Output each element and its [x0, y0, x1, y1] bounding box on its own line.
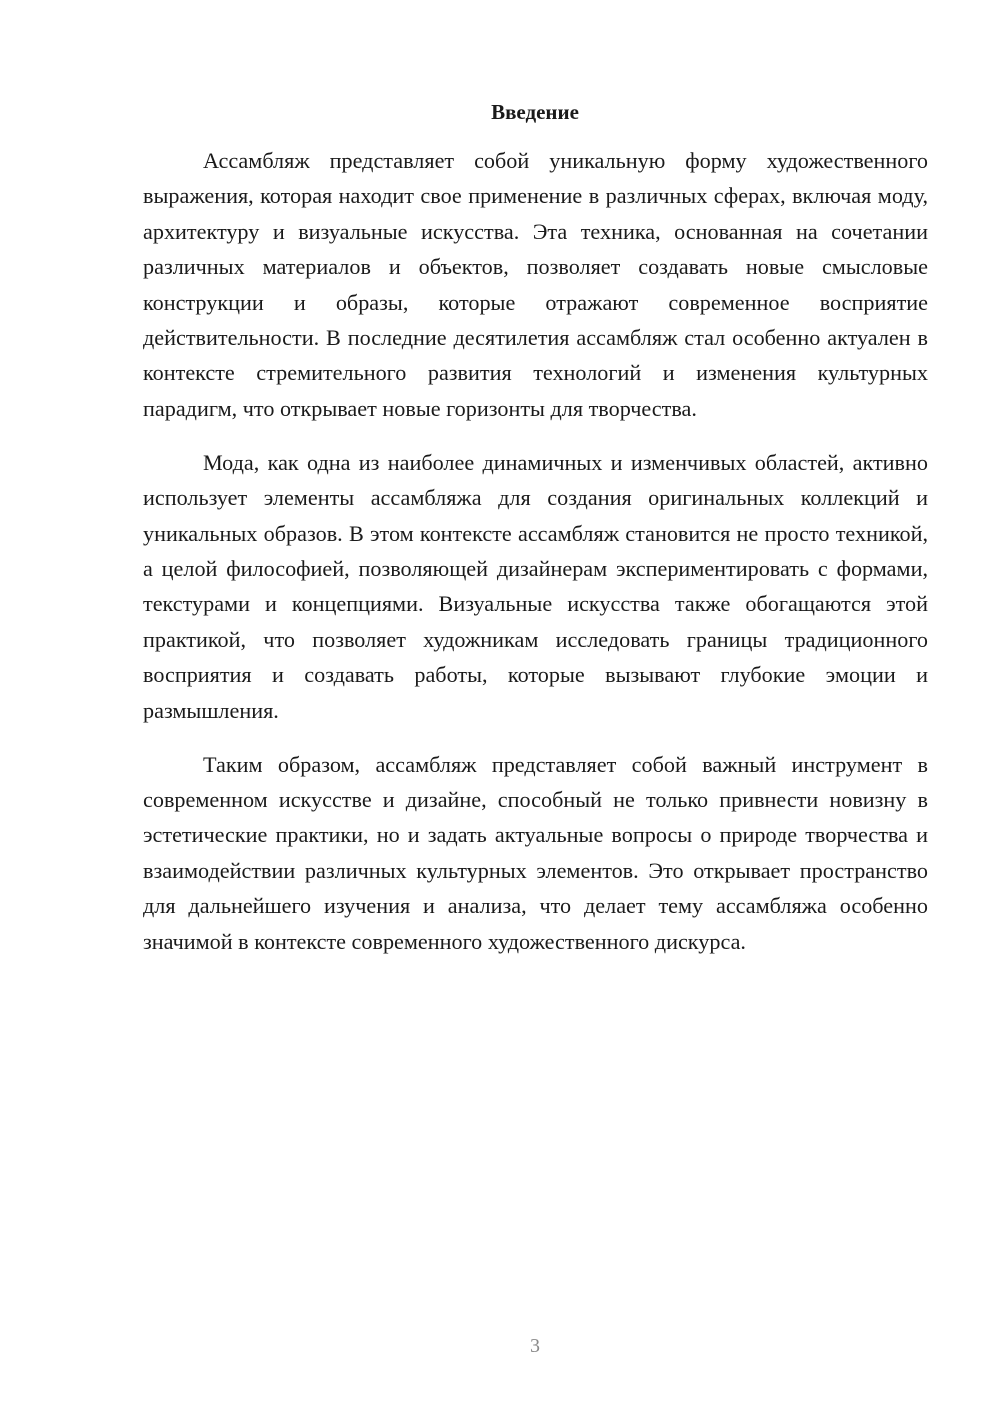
page-title: Введение	[491, 100, 579, 124]
body-text	[143, 143, 928, 977]
paragraph-intro: Ассамбляж представляет собой уникальную форму художественного выражения, которая находит свое применение в различных сферах, включая моду, архитектуру и визуальные искусства. Эта техника, основанная на сочетании различных материалов и объектов, позволяет создавать новые смысловые конструкции и образы, которые отражают современное восприятие действительности. В последние десятилетия ассамбляж стал особенно актуален в контексте стремительного развития технологий и изменения культурных парадигм, что открывает новые горизонты для творчества.	[143, 148, 928, 421]
paragraph-fashion: Мода, как одна из наиболее динамичных и изменчивых областей, активно использует элементы ассамбляжа для создания оригинальных коллекций и уникальных образов. В этом контексте ассамбляж становится не просто техникой, а целой философией, позволяющей дизайнерам экспериментировать с формами, текстурами и концепциями. Визуальные искусства также обогащаются этой практикой, что позволяет художникам исследовать границы традиционного восприятия и создавать работы, которые вызывают глубокие эмоции и размышления.	[143, 449, 928, 723]
paragraph-conclusion: Таким образом, ассамбляж представляет собой важный инструмент в современном искусстве и дизайне, способный не только привнести новизну в эстетические практики, но и задать актуальные вопросы о природе творчества и взаимодействии различных культурных элементов. Это открывает пространство для дальнейшего изучения и анализа, что делает тему ассамбляжа особенно значимой в контексте современного художественного дискурса.	[143, 751, 928, 954]
page-number: 3	[530, 1335, 540, 1357]
